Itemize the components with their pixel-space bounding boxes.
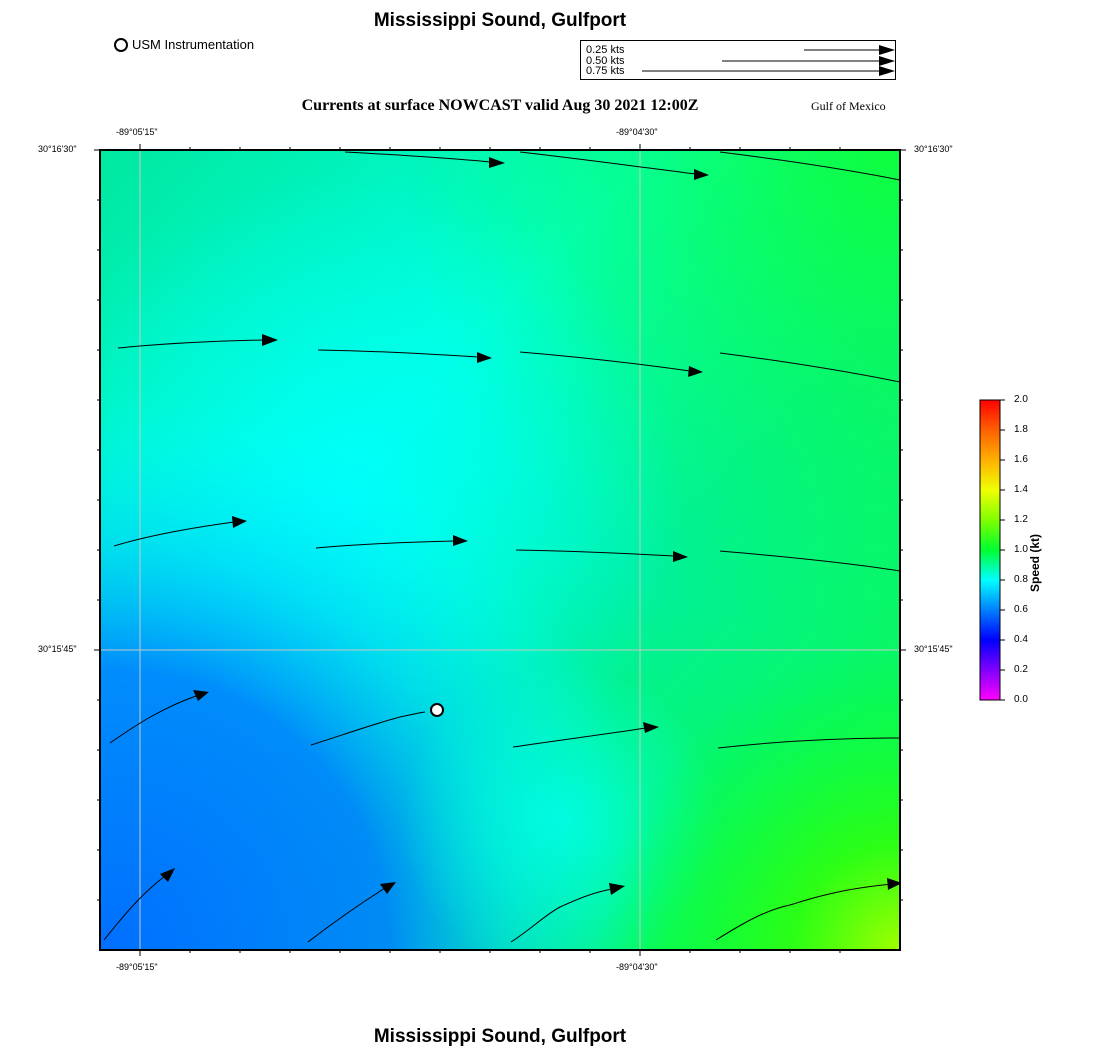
colorbar-title: Speed (kt) bbox=[1028, 533, 1042, 592]
lon-label-bottom-1: -89°05'15" bbox=[116, 962, 158, 972]
colorbar-ticks bbox=[1000, 400, 1005, 700]
lon-label-top-2: -89°04'30" bbox=[616, 127, 658, 137]
colorbar-tick-label: 1.2 bbox=[1014, 514, 1028, 525]
station-legend-label: USM Instrumentation bbox=[132, 37, 255, 52]
colorbar-tick-label: 0.6 bbox=[1014, 604, 1028, 615]
colorbar-tick-label: 0.0 bbox=[1014, 694, 1028, 705]
lon-label-top-1: -89°05'15" bbox=[116, 127, 158, 137]
lat-label-left-1: 30°16'30" bbox=[38, 144, 77, 154]
lat-label-right-1: 30°16'30" bbox=[914, 144, 953, 154]
vector-legend-label-3: 0.75 kts bbox=[586, 65, 625, 77]
colorbar-tick-label: 1.0 bbox=[1014, 544, 1028, 555]
map-subtitle: Currents at surface NOWCAST valid Aug 30 2021 12:00Z bbox=[301, 97, 699, 114]
usm-station-marker[interactable] bbox=[431, 704, 443, 716]
colorbar-tick-label: 0.4 bbox=[1014, 634, 1028, 645]
lat-label-right-2: 30°15'45" bbox=[914, 644, 953, 654]
lon-label-bottom-2: -89°04'30" bbox=[616, 962, 658, 972]
colorbar-tick-label: 2.0 bbox=[1014, 394, 1028, 405]
colorbar-tick-label: 1.4 bbox=[1014, 484, 1028, 495]
colorbar bbox=[980, 400, 1000, 700]
colorbar-tick-label: 0.2 bbox=[1014, 664, 1028, 675]
footer-title: Mississippi Sound, Gulfport bbox=[373, 1026, 627, 1047]
colorbar-tick-label: 0.8 bbox=[1014, 574, 1028, 585]
region-label: Gulf of Mexico bbox=[811, 99, 886, 113]
vector-legend-label-1: 0.25 kts bbox=[586, 44, 625, 56]
map-title: Mississippi Sound, Gulfport bbox=[373, 10, 627, 31]
speed-field bbox=[100, 150, 900, 950]
colorbar-tick-label: 1.8 bbox=[1014, 424, 1028, 435]
lat-label-left-2: 30°15'45" bbox=[38, 644, 77, 654]
colorbar-tick-label: 1.6 bbox=[1014, 454, 1028, 465]
vector-legend-label-2: 0.50 kts bbox=[586, 55, 625, 67]
